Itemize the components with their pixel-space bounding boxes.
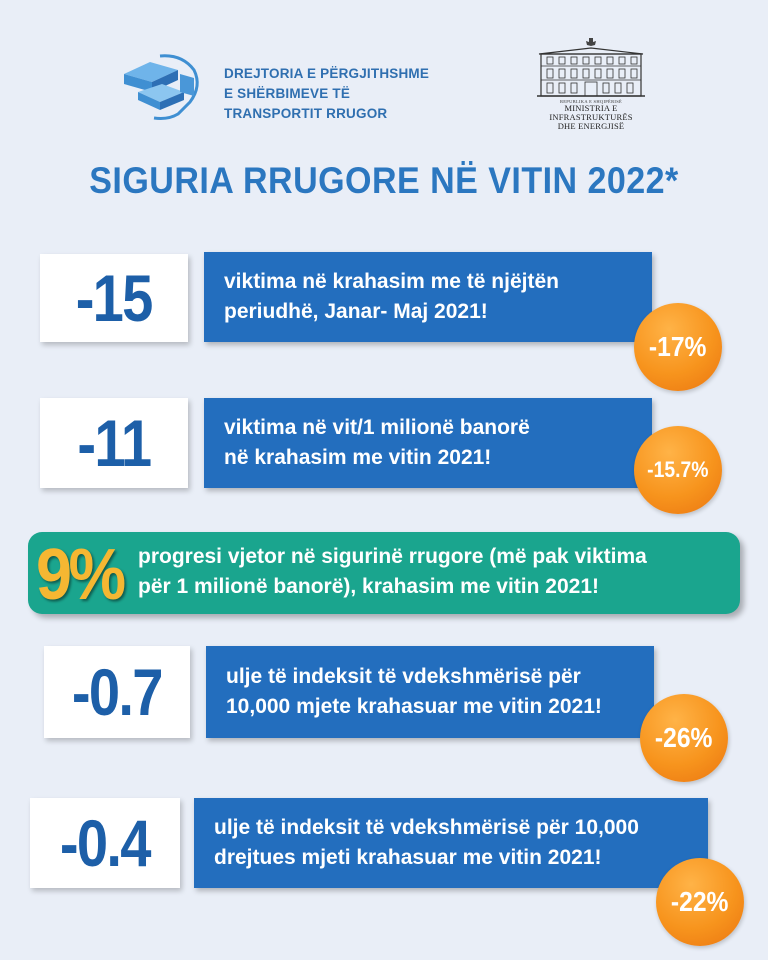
progress-description-line: për 1 milionë banorë), krahasim me vitin 2021! [138, 575, 600, 598]
ministry-building-icon [535, 36, 647, 98]
stat-value: -11 [77, 406, 151, 480]
stat-description-line: viktima në vit/1 milionë banorë [224, 416, 530, 439]
org-name-line: DREJTORIA E PËRGJITHSHME [224, 66, 430, 81]
stat-description [206, 646, 654, 738]
stat-value: -0.7 [72, 655, 162, 729]
stat-description [204, 252, 652, 342]
stat-description-line: ulje të indeksit të vdekshmërisë për 10,000 [214, 816, 639, 839]
stat-description-line: në krahasim me vitin 2021! [224, 446, 492, 469]
stat-value-box [30, 798, 180, 888]
stat-value-box [40, 254, 188, 342]
ministry-logo [526, 36, 656, 132]
progress-description [138, 542, 647, 602]
stat-description [194, 798, 708, 888]
ministry-name-line: MINISTRIA E INFRASTRUKTURËS [549, 103, 633, 122]
percent-badge [634, 426, 722, 514]
percent-badge-text: -15.7% [647, 457, 709, 482]
page-title: SIGURIA RRUGORE NË VITIN 2022* [89, 160, 679, 201]
org-name-line: E SHËRBIMEVE TË [224, 86, 351, 101]
ministry-country: REPUBLIKA E SHQIPËRISË [559, 99, 623, 104]
stat-description [204, 398, 652, 488]
stat-description-line: ulje të indeksit të vdekshmërisë për [226, 665, 581, 688]
stat-value: -0.4 [60, 806, 150, 880]
percent-badge-text: -22% [671, 886, 729, 917]
stat-description-line: viktima në krahasim me të njëjtën [224, 270, 559, 293]
percent-badge [656, 858, 744, 946]
stat-description-line: periudhë, Janar- Maj 2021! [224, 300, 488, 323]
organization-name [224, 64, 429, 124]
dpshtrr-logo-icon [120, 52, 210, 124]
percent-badge [634, 303, 722, 391]
progress-description-line: progresi vjetor në sigurinë rrugore (më pak viktima [138, 545, 647, 568]
progress-banner [28, 532, 740, 614]
stat-value-box [40, 398, 188, 488]
stat-value: -15 [76, 261, 152, 335]
percent-badge-text: -17% [649, 331, 707, 362]
progress-value: 9% [36, 535, 123, 615]
percent-badge [640, 694, 728, 782]
ministry-name-line: DHE ENERGJISË [557, 121, 625, 131]
org-name-line: TRANSPORTIT RRUGOR [224, 106, 388, 121]
stat-description-line: 10,000 mjete krahasuar me vitin 2021! [226, 695, 602, 718]
percent-badge-text: -26% [655, 722, 713, 753]
stat-value-box [44, 646, 190, 738]
stat-description-line: drejtues mjeti krahasuar me vitin 2021! [214, 846, 602, 869]
